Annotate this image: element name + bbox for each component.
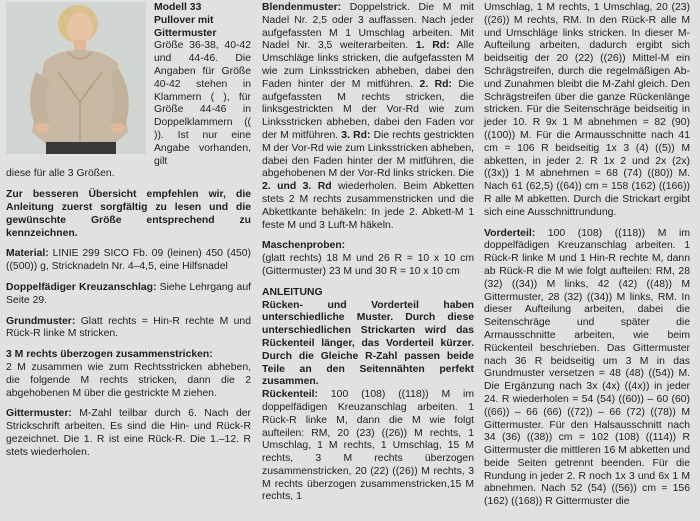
- double-cast-label: Doppelfädiger Kreuzanschlag:: [6, 281, 157, 293]
- column-1: [6, 2, 251, 468]
- rd2-text: Die aufgefassten M rechts stricken, die linksgestrickten M der Vor-Rd wie zum Linksstricken abheben, dabei den Faden vor der M mitführen.: [262, 78, 474, 141]
- double-cast-text: Siehe Lehrgang auf Seite 29.: [6, 281, 251, 306]
- front-text: 100 (108) ((118)) M im doppelfädigen Kreuzanschlag arbeiten. 1 Rück-R linke M und 1 Hin-R rechte M, dann ab Rück-R die M wie folgt aufteilen: RM, 28 (32) ((34)) M links, 42 (42) ((48)) M Gittermuster, 28 (32) ((34)) M links, RM. In dieser Aufteilung arbeiten, dabei die Seitenschräge und später die Armausschnitte arbeiten, wie beim Rückenteil beschrieben. Das Gittermuster nach 36 R beidseitig um 3 M in das Grundmuster versetzen = 48 (48) ((54)) M. Die Ergänzung nach 3x (4x) ((4x)) in jeder 24. R wiederholen = 54 (54) ((60)) – 60 (60) ((66)) – 66 (66) ((72)) – 66 (72) ((78)) M Gittermuster. Für den Halsausschnitt nach 34 (36) ((38)) cm = 102 (108) ((114)) R Gittermuster die mittleren 16 M abketten und beide Seiten getrennt beenden. Für die Rundung in jeder 2. R noch 1x 3 und 6x 1 M abnehmen. Nach 52 (54) ((56)) cm = 156 (162) ((168)) R Gittermuster die: [484, 227, 690, 508]
- k3-heading: 3 M rechts überzogen zusammenstricken:: [6, 349, 213, 361]
- instructions-note: Rücken- und Vorderteil haben unterschiedliche Muster. Durch diese unterschiedlichen Strickarten wird das Rückenteil länger, das Vorderteil kürzer. Durch die Gleiche R-Zahl passen beide Teile an den Seitennähten perfekt zusammen.: [262, 299, 474, 388]
- rd3-text: Die rechts gestrickten M der Vor-Rd wie zum Linksstricken abheben, dabei den Faden hinter der M mitführen, die abgehobenen M der Vor-Rd links stricken. Die: [262, 129, 474, 180]
- gauge-text: (glatt rechts) 18 M und 26 R = 10 x 10 cm (Gittermuster) 23 M und 30 R = 10 x 10 cm: [262, 253, 474, 277]
- material-paragraph: [6, 248, 251, 274]
- material-text: LINIE 299 SICO Fb. 09 (leinen) 450 (450) ((500)) g, Stricknadeln Nr. 4–4,5, eine Hilfsnadel: [6, 248, 251, 273]
- recommendation-note: Zur besseren Übersicht empfehlen wir, die Anleitung zuerst sorgfältig zu lesen und die gewünschte Größe entsprechend zu kennzeichnen.: [6, 189, 251, 239]
- lattice-paragraph: [6, 408, 251, 459]
- intro-block: [6, 2, 251, 168]
- rd1-text: Alle Umschläge links stricken, die aufgefassten M wie zum Linksstricken abheben, dabei den Faden hinter der M mitführen.: [262, 40, 474, 90]
- back-label: Rückenteil:: [262, 389, 319, 401]
- intro-text: [154, 2, 251, 168]
- basic-pattern-text: Glatt rechts = Hin-R rechte M und Rück-R linke M stricken.: [6, 315, 251, 340]
- sizes-intro: Größe 36-38, 40-42 und 44-46. Die Angaben für Größe 40-42 stehen in Klammern ( ), für Größe 44-46 in Doppelklammern (( )). Ist nur eine Angabe vorhanden, gilt: [154, 40, 251, 167]
- back-text: 100 (108) ((118)) M im doppelfädigen Kreuzanschlag arbeiten. 1 Rück-R linke M, dann die M wie folgt aufteilen: RM, 20 (23) ((26)) M rechts, 1 Umschlag, 1 M rechts, 1 Umschlag, 15 M rechts, 3 M rechts überzogen zusammenstricken, 20 (22) ((26)) M rechts, 3 M rechts überzogen zusammenstricken,15 M rechts, 1: [262, 389, 474, 503]
- rd3-label: 3. Rd:: [338, 129, 371, 141]
- blend-label: Blendenmuster:: [262, 2, 342, 13]
- column-3: [484, 2, 690, 517]
- gauge-heading: Maschenproben:: [262, 240, 346, 252]
- blend-paragraph: [262, 2, 474, 232]
- material-label: Material:: [6, 248, 49, 260]
- rd2-label: 2. Rd:: [413, 78, 452, 90]
- lattice-label: Gittermuster:: [6, 408, 72, 420]
- basic-pattern-paragraph: [6, 316, 251, 342]
- rd23-text: wiederholen. Beim Abketten stets 2 M rechts zusammenstricken und die Abkettkante behäkeln: In jede 2. Abkett-M 1 feste M und 3 Luft-M häkeln.: [262, 181, 474, 231]
- rd1-label: 1. Rd:: [408, 40, 450, 52]
- model-title: Pullover mit Gittermuster: [154, 14, 217, 39]
- blend-text: Doppelstrick. Die M mit Nadel Nr. 2,5 oder 3 auffassen. Nach jeder aufgefassten M 1 Umschlag arbeiten. Mit Nadel Nr. 3,5 weiterarbeiten.: [262, 2, 474, 52]
- double-cast-paragraph: [6, 282, 251, 308]
- back-continued: Umschlag, 1 M rechts, 1 Umschlag, 20 (23) ((26)) M rechts, RM. In den Rück-R alle M und Umschläge links stricken. In dieser M-Aufteilung arbeiten, dadurch ergibt sich beidseitig der 20 (22) ((26)) Mittel-M ein Schrägstreifen, durch die regelmäßigen Ab- und Zunahmen bleibt die M-Zahl gleich. Den Schrägstreifen über die ganze Rückenlänge stricken. Für die Seitenschräge beidseitig in jeder 10. R 9x 1 M abnehmen = 82 (90) ((100)) M. Für die Armausschnitte nach 41 cm = 106 R beidseitig 1x 3 (4) ((5)) M abketten, in jeder 2. R 1x 2 und 2x (2x) ((3x)) 1 M abnehmen = 68 (74) ((80)) M. Nach 61 (62,5) ((64)) cm = 158 (162) ((166)) R alle M abketten. Durch die Strickart ergibt sich eine Ausschnittrundung.: [484, 2, 690, 218]
- instructions-heading: ANLEITUNG: [262, 286, 323, 298]
- column-2: [262, 2, 474, 512]
- back-paragraph: [262, 389, 474, 504]
- basic-pattern-label: Grundmuster:: [6, 315, 76, 327]
- front-paragraph: [484, 228, 690, 510]
- model-number: Modell 33: [154, 2, 202, 13]
- front-label: Vorderteil:: [484, 227, 536, 239]
- k3-text: 2 M zusammen wie zum Rechtsstricken abheben, die folgende M rechts stricken, dann die 2 abgehobenen M über die gestrickte M ziehen.: [6, 361, 251, 399]
- model-photo: [6, 2, 146, 154]
- sizes-continued: diese für alle 3 Größen.: [6, 168, 115, 180]
- lattice-text: M-Zahl teilbar durch 6. Nach der Strickschrift arbeiten. Es sind die Hin- und Rück-R gezeichnet. Die 1. R ist eine Rück-R. Die 1.–12. R stets wiederholen.: [6, 408, 251, 458]
- rd23-label: 2. und 3. Rd: [262, 181, 332, 193]
